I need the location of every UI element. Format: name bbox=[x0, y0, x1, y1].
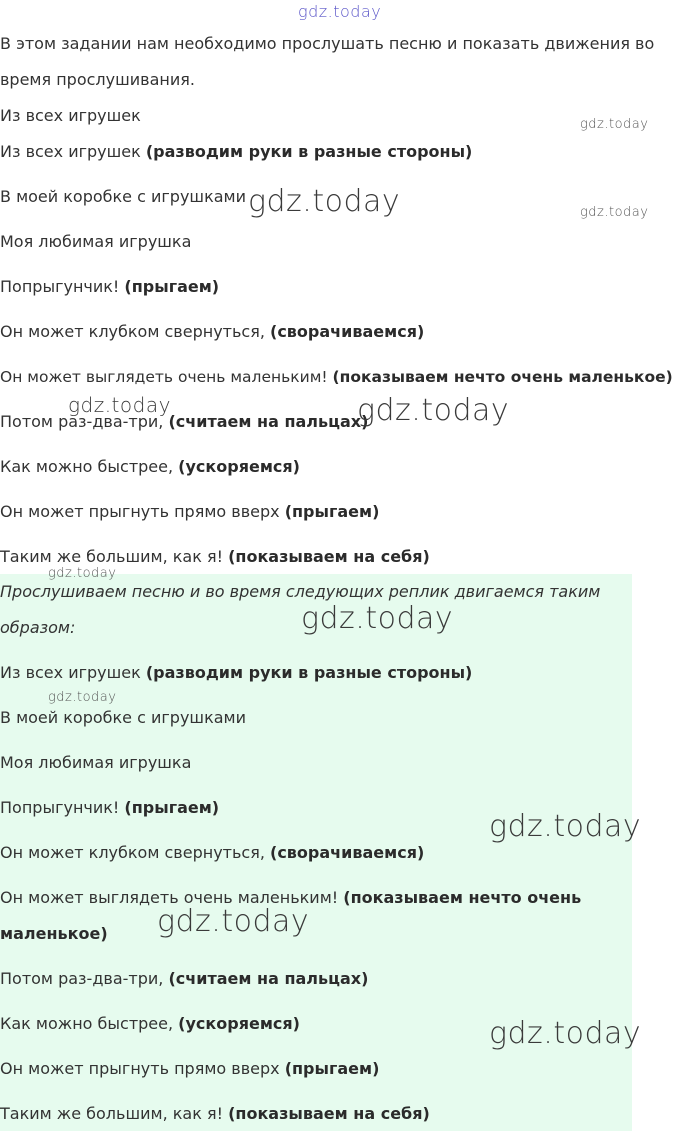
lyric-line bbox=[0, 322, 424, 342]
lyric-text: Потом раз-два-три, bbox=[0, 412, 169, 431]
lyric-text: Из всех игрушек bbox=[0, 663, 146, 682]
lyric-text: Он может прыгнуть прямо вверх bbox=[0, 502, 285, 521]
lyric-text: Он может клубком свернуться, bbox=[0, 322, 270, 341]
lyric-action: (прыгаем) bbox=[124, 277, 220, 296]
lyric-action: (считаем на пальцах) bbox=[168, 412, 369, 431]
lyric-text: Он может выглядеть очень маленьким! bbox=[0, 368, 333, 386]
intro-line-2: время прослушивания. bbox=[0, 70, 195, 89]
lyric-line bbox=[0, 1014, 300, 1034]
lyric-line bbox=[0, 502, 379, 522]
lyric-line bbox=[0, 106, 141, 126]
lyric-text: Он может прыгнуть прямо вверх bbox=[0, 1059, 285, 1078]
lyric-action: (прыгаем) bbox=[284, 502, 380, 521]
instruction-line-2: образом: bbox=[0, 618, 76, 637]
lyric-line bbox=[0, 924, 108, 944]
lyric-action: (прыгаем) bbox=[124, 798, 220, 817]
lyric-action: (показываем на себя) bbox=[228, 1104, 430, 1123]
watermark: gdz.today bbox=[489, 1016, 642, 1051]
lyric-text: Таким же большим, как я! bbox=[0, 547, 229, 566]
lyric-line bbox=[0, 969, 368, 989]
lyric-action: маленькое) bbox=[0, 924, 108, 943]
watermark: gdz.today bbox=[357, 393, 510, 428]
watermark: gdz.today bbox=[580, 117, 649, 132]
lyric-text: Таким же большим, как я! bbox=[0, 1104, 229, 1123]
lyric-line bbox=[0, 708, 246, 728]
lyric-text: Из всех игрушек bbox=[0, 106, 141, 125]
watermark: gdz.today bbox=[489, 809, 642, 844]
lyric-text: Из всех игрушек bbox=[0, 142, 146, 161]
lyric-action: (ускоряемся) bbox=[178, 1014, 300, 1033]
lyric-line bbox=[0, 1059, 379, 1079]
lyric-line bbox=[0, 753, 191, 773]
watermark: gdz.today bbox=[301, 601, 454, 636]
watermark: gdz.today bbox=[48, 690, 117, 705]
lyric-text: Моя любимая игрушка bbox=[0, 232, 192, 251]
lyric-text: Он может выглядеть очень маленьким! bbox=[0, 888, 344, 907]
lyric-text: Моя любимая игрушка bbox=[0, 753, 192, 772]
lyric-text: Он может клубком свернуться, bbox=[0, 843, 270, 862]
lyric-action: (прыгаем) bbox=[284, 1059, 380, 1078]
lyric-line bbox=[0, 457, 300, 477]
lyric-line bbox=[0, 412, 368, 432]
instruction-line-1: Прослушиваем песню и во время следующих реплик двигаемся таким bbox=[0, 582, 601, 601]
lyric-line bbox=[0, 232, 191, 252]
lyric-line bbox=[0, 547, 430, 567]
lyric-action: (разводим руки в разные стороны) bbox=[145, 142, 473, 161]
lyric-line bbox=[0, 1104, 430, 1124]
watermark: gdz.today bbox=[298, 2, 382, 21]
lyric-line bbox=[0, 187, 246, 207]
lyric-action: (показываем нечто очень bbox=[343, 888, 582, 907]
lyric-line bbox=[0, 367, 673, 387]
watermark: gdz.today bbox=[157, 904, 310, 939]
lyric-text: Как можно быстрее, bbox=[0, 1014, 179, 1033]
lyric-text: Попрыгунчик! bbox=[0, 277, 125, 296]
watermark: gdz.today bbox=[68, 393, 171, 417]
lyric-line bbox=[0, 843, 424, 863]
lyric-action: (сворачиваемся) bbox=[270, 322, 425, 341]
watermark: gdz.today bbox=[248, 184, 401, 219]
lyric-text: В моей коробке с игрушками bbox=[0, 187, 246, 206]
lyric-text: Попрыгунчик! bbox=[0, 798, 125, 817]
lyric-action: (показываем нечто очень маленькое) bbox=[332, 368, 673, 386]
lyric-action: (разводим руки в разные стороны) bbox=[145, 663, 473, 682]
lyric-action: (сворачиваемся) bbox=[270, 843, 425, 862]
lyric-action: (показываем на себя) bbox=[228, 547, 430, 566]
lyric-line bbox=[0, 277, 219, 297]
lyric-line bbox=[0, 663, 472, 683]
lyric-line bbox=[0, 798, 219, 818]
lyric-action: (считаем на пальцах) bbox=[168, 969, 369, 988]
lyric-line bbox=[0, 142, 472, 162]
lyric-text: В моей коробке с игрушками bbox=[0, 708, 246, 727]
watermark: gdz.today bbox=[48, 566, 117, 581]
lyric-action: (ускоряемся) bbox=[178, 457, 300, 476]
lyric-text: Потом раз-два-три, bbox=[0, 969, 169, 988]
lyric-text: Как можно быстрее, bbox=[0, 457, 179, 476]
intro-line-1: В этом задании нам необходимо прослушать песню и показать движения во bbox=[0, 34, 655, 53]
watermark: gdz.today bbox=[580, 205, 649, 220]
